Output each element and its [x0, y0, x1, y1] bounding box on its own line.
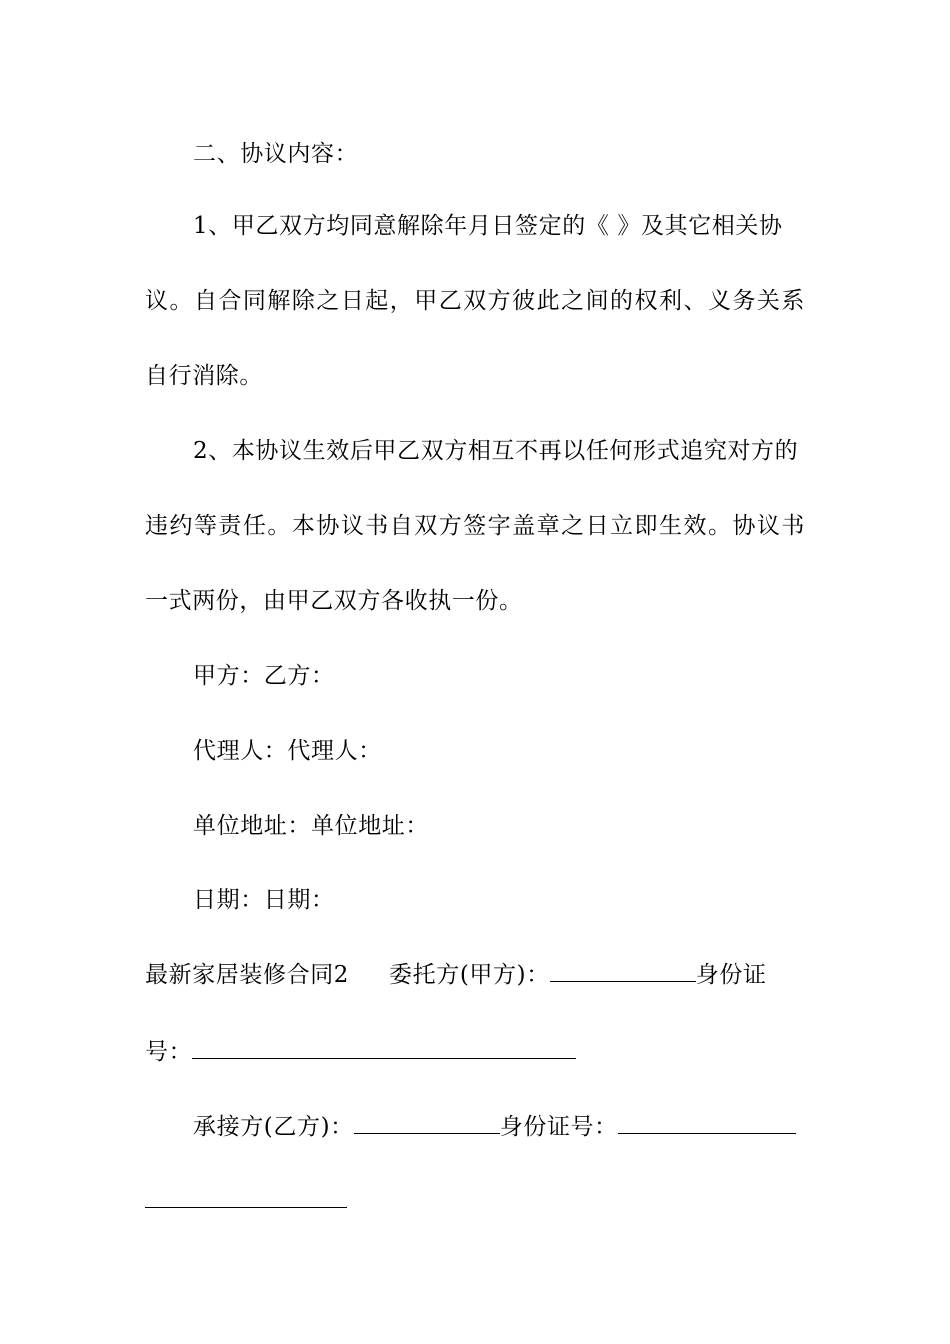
signature-agents: 代理人：代理人： [193, 738, 382, 764]
clause-2-line-3: 一式两份，由甲乙双方各收执一份。 [145, 588, 523, 614]
contractor-line [193, 1111, 796, 1142]
contractor-id-blank-cont[interactable] [145, 1185, 347, 1208]
section-heading: 二、协议内容： [193, 141, 359, 167]
signature-parties: 甲方：乙方： [193, 663, 335, 689]
client-id-line [145, 1036, 576, 1067]
client-id-blank[interactable] [192, 1036, 576, 1059]
clause-2-line-1: 2、本协议生效后甲乙双方相互不再以任何形式追究对方的 [193, 438, 799, 464]
client-id-label: 身份证 [695, 962, 767, 988]
clause-1-line-2: 议。自合同解除之日起，甲乙双方彼此之间的权利、义务关系 [145, 288, 805, 314]
signature-dates: 日期：日期： [193, 887, 335, 913]
contractor-name-blank[interactable] [354, 1111, 500, 1134]
contractor-id-continuation [145, 1185, 347, 1216]
contract2-header-line [145, 959, 767, 990]
contract2-title: 最新家居装修合同2 [145, 962, 350, 988]
clause-2-line-2: 违约等责任。本协议书自双方签字盖章之日立即生效。协议书 [145, 513, 805, 539]
contractor-label: 承接方(乙方)： [193, 1114, 354, 1140]
client-id-label-cont: 号： [145, 1039, 193, 1065]
contractor-id-label: 身份证号： [499, 1114, 618, 1140]
signature-addresses: 单位地址：单位地址： [193, 813, 429, 839]
client-name-blank[interactable] [550, 959, 696, 982]
client-label: 委托方(甲方)： [389, 962, 550, 988]
clause-1-line-1: 1、甲乙双方均同意解除年月日签定的《 》及其它相关协 [193, 213, 783, 239]
contractor-id-blank[interactable] [618, 1111, 796, 1134]
clause-1-line-3: 自行消除。 [145, 363, 263, 389]
